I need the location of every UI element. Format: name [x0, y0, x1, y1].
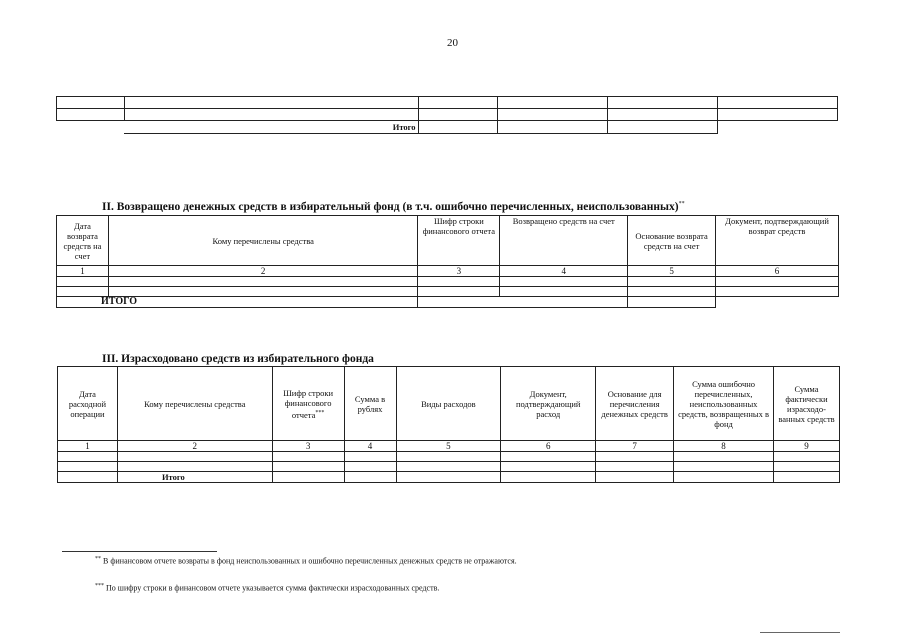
- page-number: 20: [447, 37, 458, 49]
- section2-table: [56, 215, 839, 308]
- header-row: [57, 216, 839, 266]
- col-header: Кому перечислены средства: [117, 367, 272, 441]
- total-row: [57, 297, 839, 308]
- col-header: Шифр строки финансового отчета***: [272, 367, 344, 441]
- col-header: Сумма в рублях: [344, 367, 396, 441]
- total-label: Итого: [117, 472, 272, 483]
- section2-title: II. Возвращено денежных средств в избирательный фонд (в т.ч. ошибочно перечисленных, неиспользованных)**: [102, 201, 685, 213]
- col-header: Возвращено средств на счет: [500, 216, 628, 266]
- number-row: 1 2 3 4 5 6: [57, 266, 839, 277]
- col-header: Сумма фактически израсходо-ванных средств: [774, 367, 840, 441]
- col-header: Дата расходной операции: [58, 367, 118, 441]
- total-label: ИТОГО: [57, 297, 418, 308]
- header-row: [58, 367, 840, 441]
- col-header: Дата возврата средств на счет: [57, 216, 109, 266]
- table-row: [57, 97, 838, 109]
- table-row: [57, 287, 839, 297]
- col-header: Документ, подтверждающий расход: [501, 367, 596, 441]
- col-header: Сумма ошибочно перечисленных, неиспользованных средств, возвращенных в фонд: [674, 367, 774, 441]
- section3-table: [57, 366, 840, 483]
- total-row: [58, 472, 840, 483]
- table-row: [58, 452, 840, 462]
- col-header: Документ, подтверждающий возврат средств: [716, 216, 839, 266]
- footnote-1: ** В финансовом отчете возвраты в фонд неиспользованных и ошибочно перечисленных денежных средств не отражаются.: [95, 556, 517, 566]
- table-row: [58, 462, 840, 472]
- col-header: Кому перечислены средства: [108, 216, 417, 266]
- table-row: [57, 109, 838, 121]
- col-header: Виды расходов: [396, 367, 501, 441]
- col-header: Основание для перечисления денежных средств: [596, 367, 674, 441]
- table-row: [57, 277, 839, 287]
- col-header: Основание возврата средств на счет: [628, 216, 716, 266]
- number-row: 1 2 3 4 5 6 7 8 9: [58, 441, 840, 452]
- bottom-rule: [760, 632, 840, 633]
- total-label: Итого: [124, 121, 418, 134]
- section3-title: III. Израсходовано средств из избирательного фонда: [102, 353, 374, 365]
- footnote-2: *** По шифру строки в финансовом отчете указывается сумма фактически израсходованных средств.: [95, 583, 440, 593]
- total-row: [57, 121, 838, 134]
- top-table: [56, 96, 838, 134]
- col-header: Шифр строки финансового отчета: [418, 216, 500, 266]
- footnote-separator: [62, 551, 217, 552]
